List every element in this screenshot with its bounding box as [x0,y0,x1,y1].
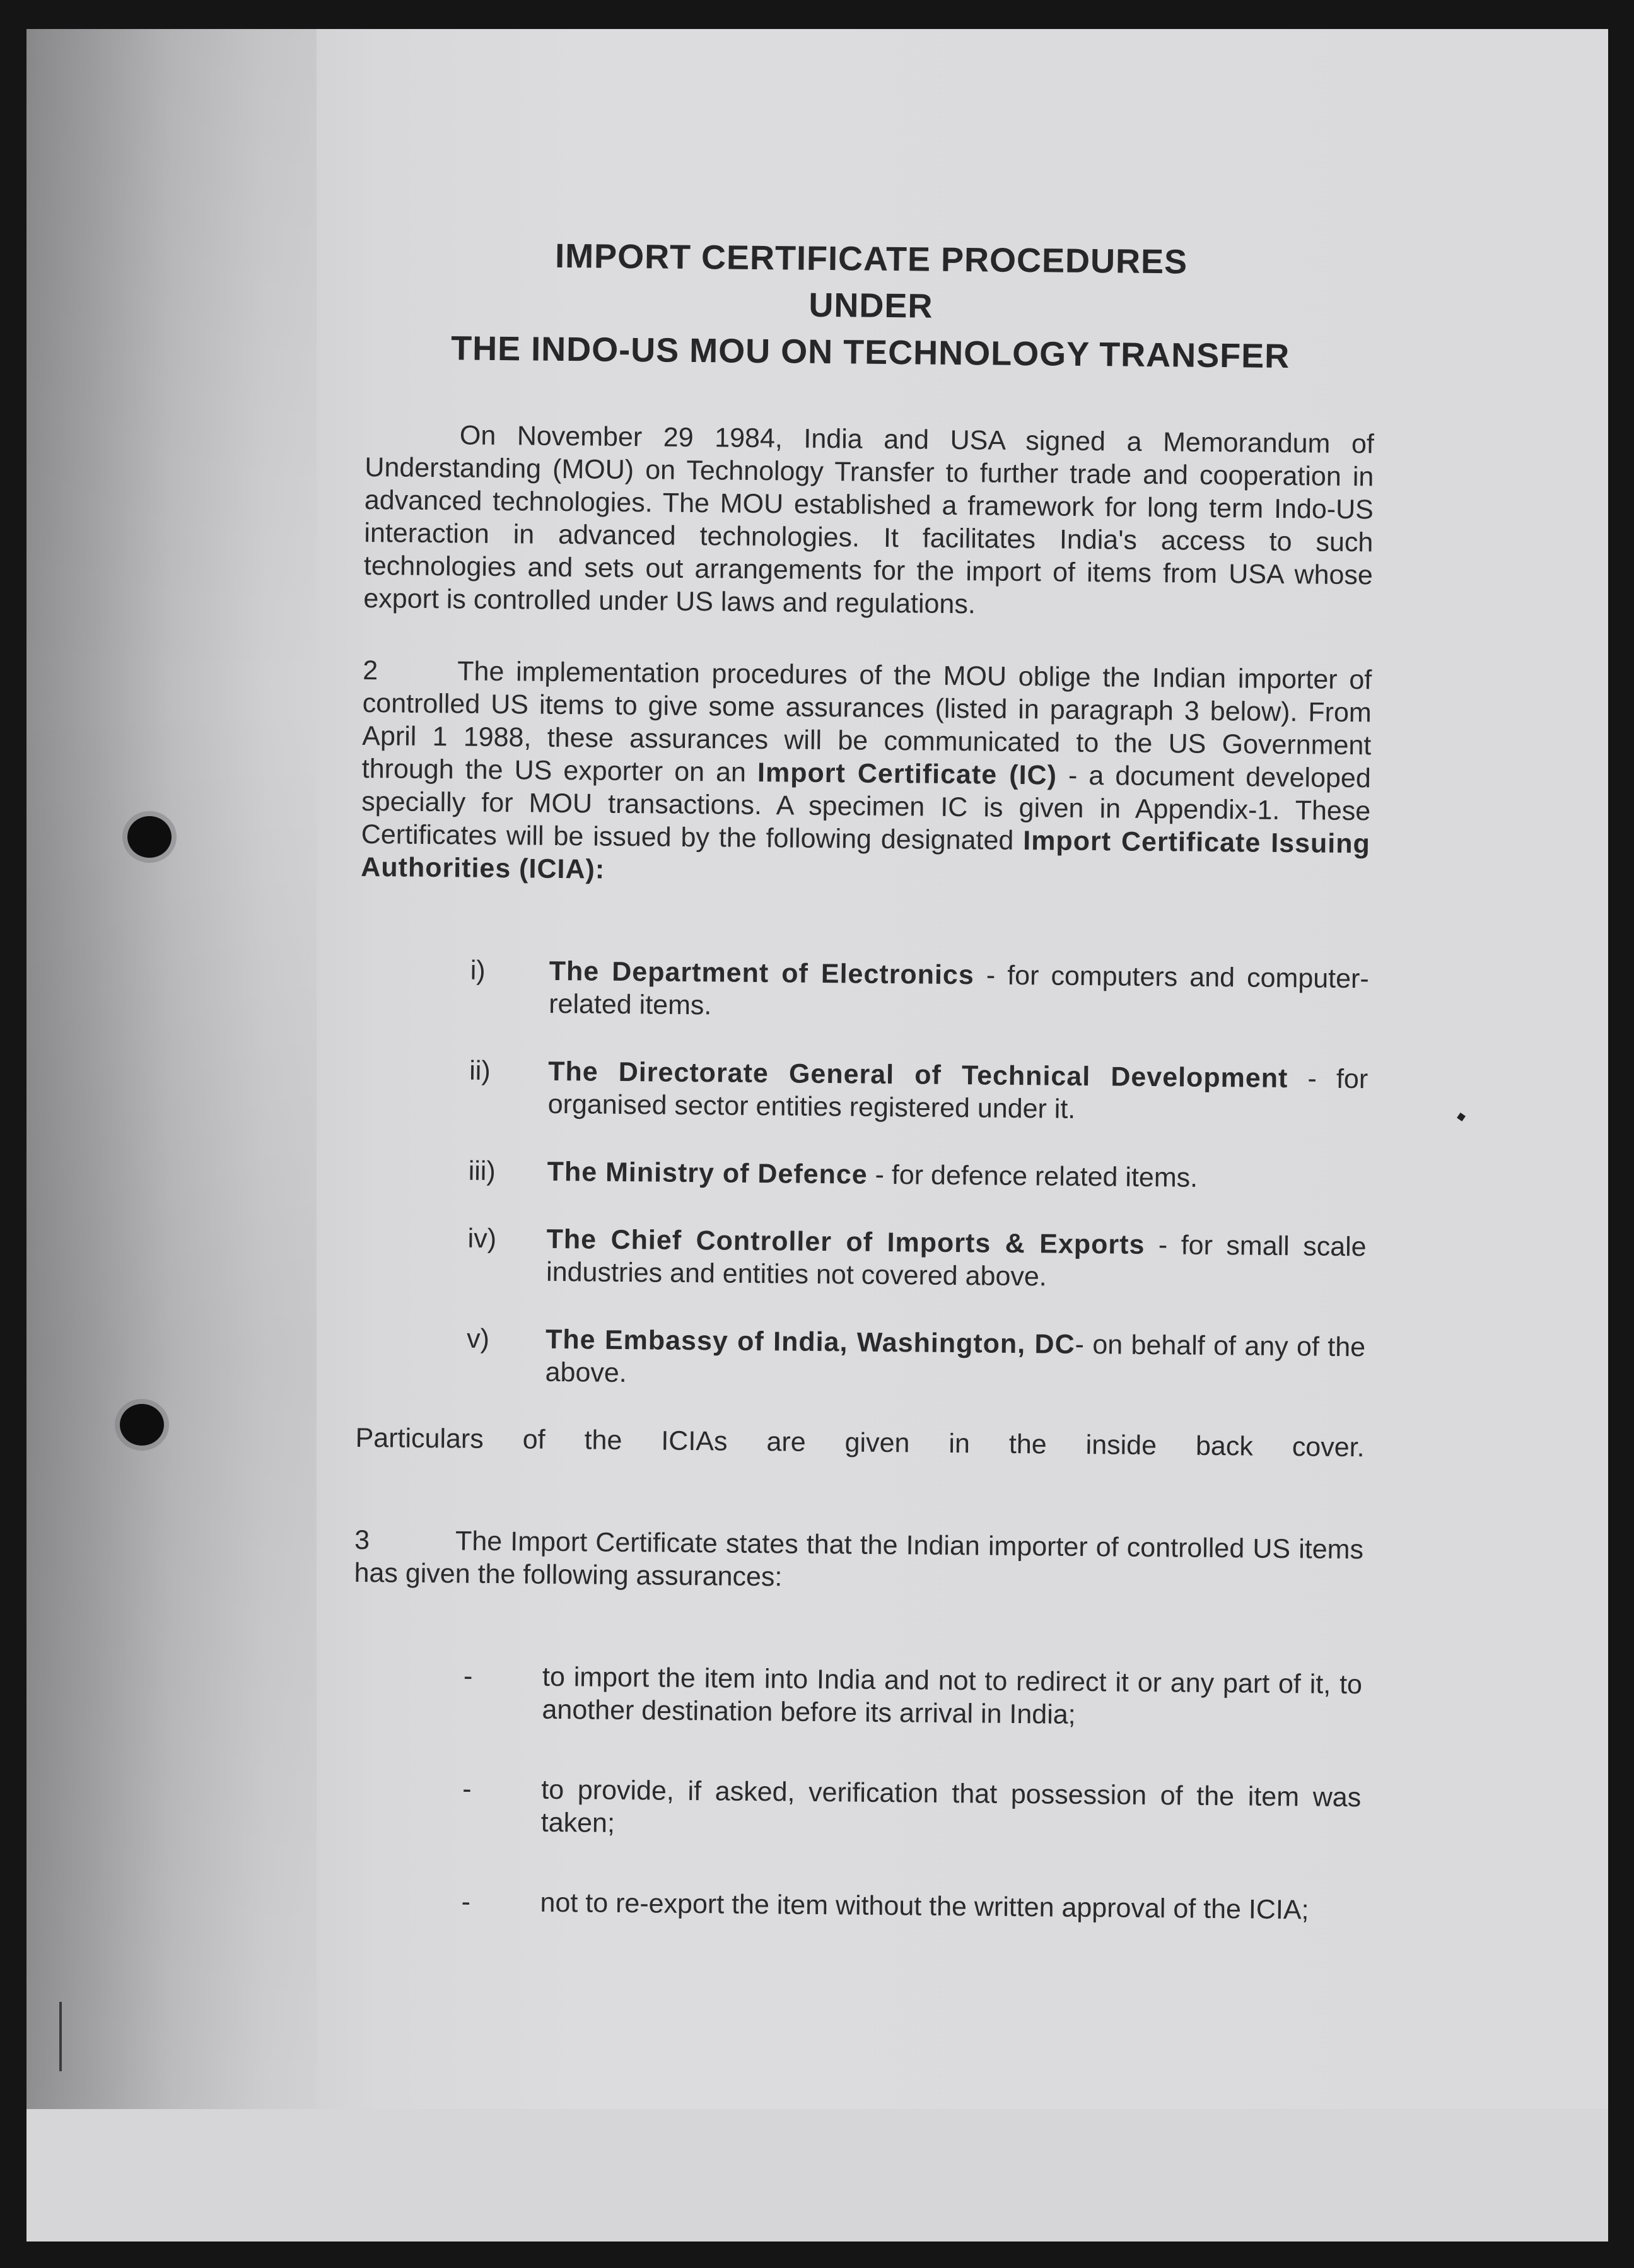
scanned-page [26,29,1608,2242]
title-line-2: UNDER [808,286,933,325]
list-dash: - [462,1774,472,1804]
page-bottom-margin [26,2109,1608,2242]
authority-name: The Directorate General of Technical Development [547,1056,1288,1094]
list-item [353,1659,1362,1734]
assurance-text: to provide, if asked, verification that possession of the item was taken; [540,1774,1362,1838]
icia-term: Import Certificate Issuing Authorities (ICIA): [361,826,1370,885]
paragraph-1: On November 29 1984, India and USA signed a Memorandum of Understanding (MOU) on Technology Transfer to further trade and cooperation in advanced technologies. The MOU established a framework for long term Indo-US interaction in advanced technologies. It facilitates India's access to such technologies and sets out arrangements for the import of items from USA whose export is controlled under US laws and regulations. [363,420,1375,620]
authority-desc: - for organised sector entities registered under it. [547,1063,1368,1125]
authority-desc: - on behalf of any of the above. [545,1329,1366,1389]
import-certificate-term: Import Certificate (IC) [757,757,1058,791]
authorities-list [356,953,1369,1396]
list-item [359,953,1369,1028]
paragraph-3 [354,1524,1363,1599]
list-item [358,1154,1367,1196]
paragraph-2-text-b: - a document developed specially for MOU transactions. A specimen IC is given in Appendix-1. These Certificates will be issued by the following designated [361,760,1371,856]
document-title [366,231,1376,380]
authority-desc: - for computers and computer-related items. [549,960,1369,1021]
list-numeral: i) [470,955,486,986]
staple-mark [59,2002,62,2071]
title-line-1: IMPORT CERTIFICATE PROCEDURES [554,237,1188,281]
assurance-text: to import the item into India and not to redirect it or any part of it, to another destination before its arrival in India; [542,1661,1363,1730]
particulars-note: Particulars of the ICIAs are given in the inside back cover. [355,1422,1365,1463]
list-item [357,1221,1367,1296]
authority-name: The Chief Controller of Imports & Exports [546,1224,1145,1260]
list-numeral: iii) [468,1155,496,1187]
authority-name: The Department of Electronics [549,956,974,991]
list-item [358,1053,1368,1128]
paragraph-number: 2 [363,655,378,686]
list-item [352,1772,1362,1847]
list-numeral: v) [466,1323,490,1354]
authority-desc: - for small scale industries and entities not covered above. [546,1230,1367,1292]
document-body [351,231,1376,1974]
list-item [351,1885,1360,1927]
authority-name: The Embassy of India, Washington, DC [545,1324,1075,1360]
stray-mark [1457,1113,1466,1121]
paragraph-2 [361,654,1372,893]
paragraph-number: 3 [354,1524,370,1556]
assurances-list [351,1659,1362,1927]
paragraph-3-text: The Import Certificate states that the Indian importer of controlled US items has given the following assurances: [354,1526,1364,1593]
list-item [356,1321,1365,1396]
assurance-text: not to re-export the item without the written approval of the ICIA; [540,1887,1309,1926]
list-dash: - [461,1886,471,1917]
list-numeral: iv) [467,1223,497,1254]
punch-hole [120,1404,164,1446]
list-numeral: ii) [469,1055,491,1086]
title-line-3: THE INDO-US MOU ON TECHNOLOGY TRANSFER [450,329,1290,376]
authority-name: The Ministry of Defence [547,1156,868,1190]
photocopy-shading [26,29,317,2242]
list-dash: - [463,1661,473,1692]
paragraph-2-text-a: The implementation procedures of the MOU oblige the Indian importer of controlled US items to give some assurances (listed in paragraph 3 below). From April 1 1988, these assurances will be communicated to the US Government through the US exporter on an [361,656,1372,788]
punch-hole [127,816,172,858]
authority-desc: - for defence related items. [875,1159,1198,1193]
